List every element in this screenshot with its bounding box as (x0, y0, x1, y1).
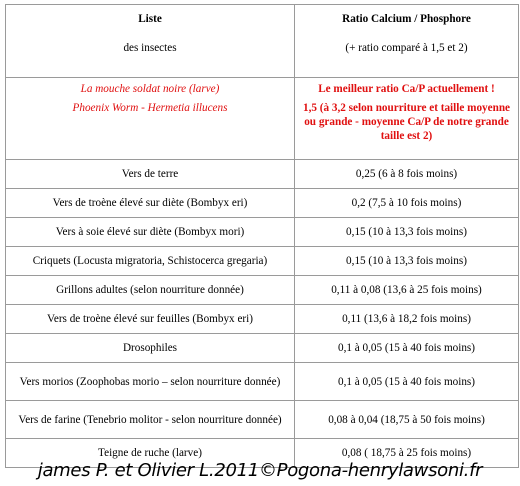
header-insects-cell (6, 5, 295, 78)
highlight-ratio-detail: 1,5 (à 3,2 selon nourriture et taille moyenne ou grande - moyenne Ca/P de notre grande taille est 2) (302, 102, 511, 142)
table-row (6, 247, 519, 276)
header-ratio-subtitle: (+ ratio comparé à 1,5 et 2) (345, 42, 468, 54)
insect-name-cell: Vers de troène élevé sur feuilles (Bombyx eri) (6, 305, 295, 334)
ratio-value-cell: 0,1 à 0,05 (15 à 40 fois moins) (295, 363, 519, 401)
header-ratio-title: Ratio Calcium / Phosphore (342, 13, 471, 25)
table-row (6, 218, 519, 247)
copyright-footer: james P. et Olivier L.2011©Pogona-henrylawsoni.fr (37, 460, 483, 481)
highlight-ratio-cell (295, 78, 519, 160)
highlight-ratio-headline: Le meilleur ratio Ca/P actuellement ! (318, 83, 495, 95)
ratio-value-cell: 0,11 (13,6 à 18,2 fois moins) (295, 305, 519, 334)
calcium-phosphorus-table (5, 4, 519, 468)
highlight-insect-species: Phoenix Worm - Hermetia illucens (72, 102, 228, 114)
ratio-value-cell: 0,2 (7,5 à 10 fois moins) (295, 189, 519, 218)
insect-name-cell: Vers de farine (Tenebrio molitor - selon nourriture donnée) (6, 401, 295, 439)
insect-name-cell: Vers morios (Zoophobas morio – selon nourriture donnée) (6, 363, 295, 401)
header-ratio-cell (295, 5, 519, 78)
header-insects-subtitle: des insectes (123, 42, 177, 54)
table-row (6, 189, 519, 218)
table-row (6, 160, 519, 189)
ratio-value-cell: 0,15 (10 à 13,3 fois moins) (295, 247, 519, 276)
table-row (6, 401, 519, 439)
highlight-insect-name: La mouche soldat noire (larve) (80, 83, 220, 95)
insect-name-cell: Vers de troène élevé sur diète (Bombyx eri) (6, 189, 295, 218)
table-row (6, 363, 519, 401)
table-row (6, 334, 519, 363)
insect-name-cell: Vers de terre (6, 160, 295, 189)
insect-name-cell: Grillons adultes (selon nourriture donnée) (6, 276, 295, 305)
insect-name-cell: Vers à soie élevé sur diète (Bombyx mori) (6, 218, 295, 247)
insect-name-cell: Drosophiles (6, 334, 295, 363)
insect-ratio-document (5, 4, 518, 459)
insect-name-cell: Teigne de ruche (larve) (6, 439, 295, 468)
ratio-value-cell: 0,11 à 0,08 (13,6 à 25 fois moins) (295, 276, 519, 305)
ratio-value-cell: 0,1 à 0,05 (15 à 40 fois moins) (295, 334, 519, 363)
insect-name-cell: Criquets (Locusta migratoria, Schistocerca gregaria) (6, 247, 295, 276)
header-row (6, 5, 519, 78)
header-insects-title: Liste (138, 13, 162, 25)
ratio-value-cell: 0,15 (10 à 13,3 fois moins) (295, 218, 519, 247)
highlight-insect-cell (6, 78, 295, 160)
ratio-value-cell: 0,25 (6 à 8 fois moins) (295, 160, 519, 189)
table-row (6, 305, 519, 334)
ratio-value-cell: 0,08 ( 18,75 à 25 fois moins) (295, 439, 519, 468)
ratio-value-cell: 0,08 à 0,04 (18,75 à 50 fois moins) (295, 401, 519, 439)
highlight-row (6, 78, 519, 160)
table-row (6, 276, 519, 305)
